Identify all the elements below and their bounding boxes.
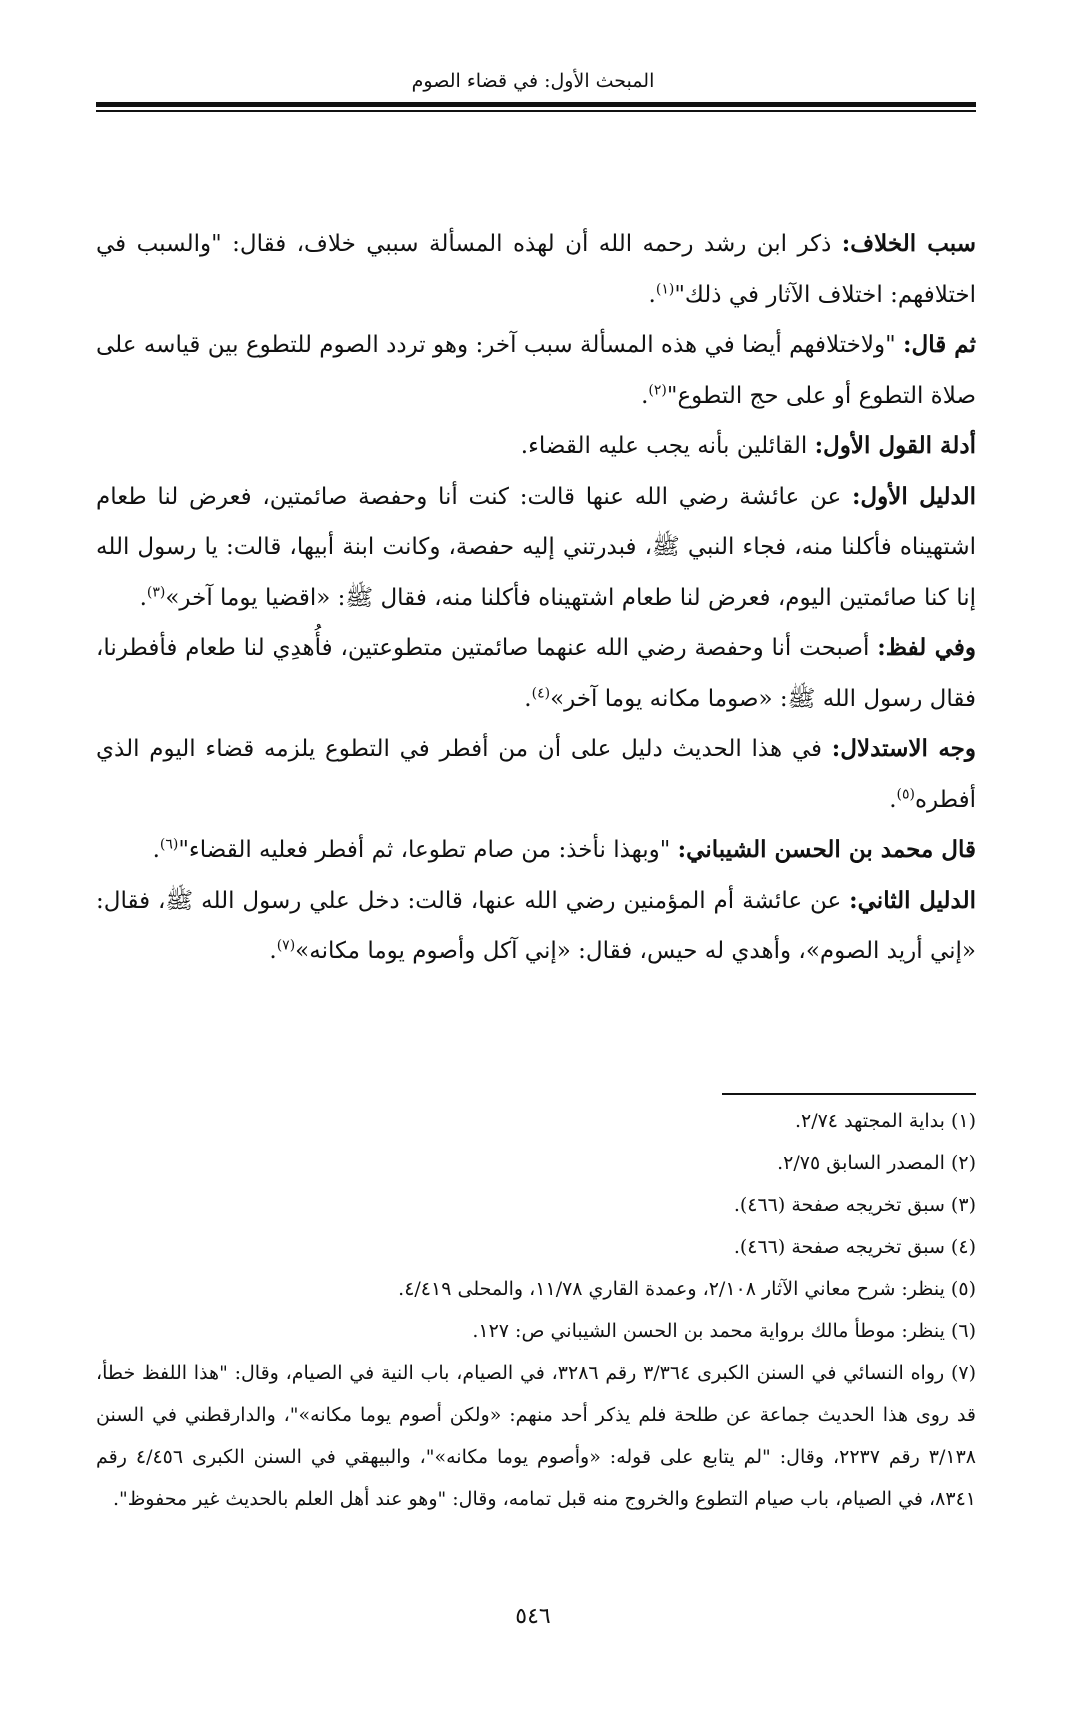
paragraph-inference — [96, 724, 976, 825]
footnote-item: (٣) سبق تخريجه صفحة (٤٦٦). — [733, 1194, 976, 1216]
paragraph-label: سبب الخلاف: — [841, 230, 977, 257]
paragraph-label: الدليل الأول: — [851, 482, 976, 510]
paragraph-text: أصبحت أنا وحفصة رضي الله عنهما صائمتين متطوعتين، فأُهدِي لنا طعام فأفطرنا، فقال رسول الله ﷺ: «صوما مكانه يوما آخر» — [96, 635, 976, 712]
footnote-ref[interactable]: (٢) — [648, 381, 667, 398]
paragraph-then-said — [96, 320, 976, 421]
page-number: ٥٤٦ — [515, 1604, 551, 1629]
footnote-ref[interactable]: (٦) — [159, 836, 179, 853]
paragraph-end: . — [152, 837, 160, 863]
paragraph-text: "وبهذا نأخذ: من صام تطوعا، ثم أفطر فعليه القضاء" — [178, 837, 678, 863]
paragraph-label: أدلة القول الأول: — [814, 432, 976, 459]
footnote-ref[interactable]: (١) — [655, 280, 675, 297]
footnote-ref[interactable]: (٥) — [896, 785, 915, 802]
header-rule-thick — [96, 102, 976, 107]
paragraph-first-opinion-evidence — [96, 421, 976, 472]
paragraph-label: قال محمد بن الحسن الشيباني: — [677, 836, 976, 863]
footnote-separator — [722, 1093, 976, 1095]
paragraph-text: في هذا الحديث دليل على أن من أفطر في التطوع يلزمه قضاء اليوم الذي أفطره — [96, 736, 976, 813]
paragraph-label: وجه الاستدلال: — [831, 735, 976, 762]
paragraph-text: ذكر ابن رشد رحمه الله أن لهذه المسألة سببي خلاف، فقال: "والسبب في اختلافهم: اختلاف الآثار في ذلك" — [96, 231, 976, 308]
footnote-ref[interactable]: (٧) — [276, 937, 296, 954]
paragraph-text: القائلين بأنه يجب عليه القضاء. — [520, 433, 815, 459]
paragraph-text: "ولاختلافهم أيضا في هذه المسألة سبب آخر: وهو تردد الصوم للتطوع بين قياسه على صلاة التطوع أو على حج التطوع" — [96, 332, 976, 409]
paragraph-end: . — [889, 786, 897, 813]
paragraph-first-evidence — [96, 472, 976, 624]
footnote-item: (٧) رواه النسائي في السنن الكبرى ٣/٣٦٤ رقم ٣٢٨٦، في الصيام، باب النية في الصيام، وقال: "هذا اللفظ خطأ، قد روى هذا الحديث جماعة عن طلحة فلم يذكر أحد منهم: «ولكن أصوم يوما مكانه»"، والدارقطني في السنن ٣/١٣٨ رقم ٢٢٣٧، وقال: "لم يتابع على قوله: «وأصوم يوما مكانه»"، والبيهقي في السنن الكبرى ٤/٤٥٦ رقم ٨٣٤١، في الصيام، باب صيام التطوع والخروج منه قبل تمامه، وقال: "وهو عند أهل العلم بالحديث غير محفوظ". — [96, 1362, 977, 1510]
main-text — [96, 219, 976, 977]
paragraph-end: . — [648, 281, 656, 308]
footnote-item: (٢) المصدر السابق ٢/٧٥. — [777, 1152, 976, 1174]
paragraph-end: . — [641, 382, 649, 409]
header-rule-thin — [96, 110, 976, 112]
paragraph-reason-of-dispute — [96, 219, 976, 320]
paragraph-second-evidence — [96, 876, 976, 977]
footnote-item: (١) بداية المجتهد ٢/٧٤. — [794, 1110, 976, 1132]
footnote-item: (٥) ينظر: شرح معاني الآثار ٢/١٠٨، وعمدة القاري ١١/٧٨، والمحلى ٤/٤١٩. — [398, 1278, 976, 1300]
footnotes — [96, 1100, 976, 1520]
paragraph-label: ثم قال: — [903, 331, 976, 358]
paragraph-end: . — [139, 584, 147, 611]
paragraph-label: الدليل الثاني: — [849, 886, 976, 914]
paragraph-text: عن عائشة أم المؤمنين رضي الله عنها، قالت: دخل علي رسول الله ﷺ، فقال: «إني أريد الصوم»، وأهدي له حيس، فقال: «إني آكل وأصوم يوما مكانه» — [96, 887, 976, 964]
footnote-ref[interactable]: (٣) — [146, 583, 166, 600]
running-header: المبحث الأول: في قضاء الصوم — [411, 70, 655, 92]
footnote-item: (٦) ينظر: موطأ مالك برواية محمد بن الحسن الشيباني ص: ١٢٧. — [472, 1320, 976, 1342]
paragraph-end: . — [524, 685, 532, 712]
paragraph-text: عن عائشة رضي الله عنها قالت: كنت أنا وحفصة صائمتين، فعرض لنا طعام اشتهيناه فأكلنا منه، فجاء النبي ﷺ، فبدرتني إليه حفصة، وكانت ابنة أبيها، قالت: يا رسول الله إنا كنا صائمتين اليوم، فعرض لنا طعام اشتهيناه فأكلنا منه، فقال ﷺ: «اقضيا يوما آخر» — [96, 483, 976, 611]
paragraph-label: وفي لفظ: — [877, 634, 977, 661]
paragraph-shaybani-quote — [96, 825, 976, 876]
paragraph-end: . — [269, 938, 277, 964]
paragraph-another-wording — [96, 623, 976, 724]
footnote-item: (٤) سبق تخريجه صفحة (٤٦٦). — [733, 1236, 976, 1258]
footnote-ref[interactable]: (٤) — [531, 684, 551, 701]
